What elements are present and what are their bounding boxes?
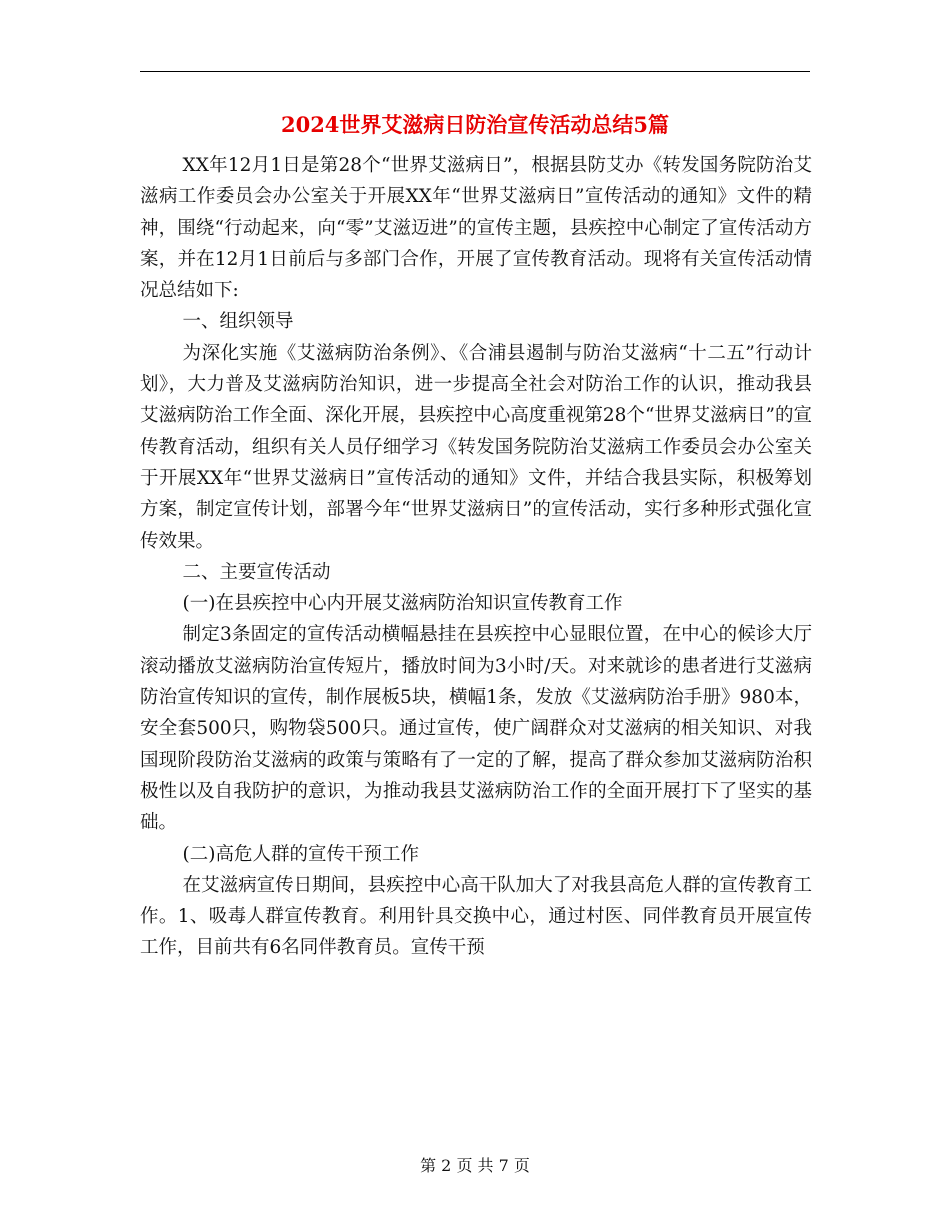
header-rule	[140, 71, 810, 72]
document-body	[140, 150, 812, 964]
document-title: 2024世界艾滋病日防治宣传活动总结5篇	[280, 112, 670, 137]
section-heading: 一、组织领导	[182, 311, 294, 333]
subsection-heading: (一)在县疾控中心内开展艾滋病防治知识宣传教育工作	[182, 593, 623, 615]
section-heading: 二、主要宣传活动	[182, 561, 331, 583]
paragraph: 制定3条固定的宣传活动横幅悬挂在县疾控中心显眼位置，在中心的候诊大厅滚动播放艾滋病防治宣传短片，播放时间为3小时/天。对来就诊的患者进行艾滋病防治宣传知识的宣传，制作展板5块，横幅1条，发放《艾滋病防治手册》980本，安全套500只，购物袋500只。通过宣传，使广阔群众对艾滋病的相关知识、对我国现阶段防治艾滋病的政策与策略有了一定的了解，提高了群众参加艾滋病防治积极性以及自我防护的意识，为推动我县艾滋病防治工作的全面开展打下了坚实的基础。	[140, 624, 812, 834]
paragraph: 为深化实施《艾滋病防治条例》、《合浦县遏制与防治艾滋病“十二五”行动计划》，大力普及艾滋病防治知识，进一步提高全社会对防治工作的认识，推动我县艾滋病防治工作全面、深化开展，县疾控中心高度重视第28个“世界艾滋病日”的宣传教育活动，组织有关人员仔细学习《转发国务院防治艾滋病工作委员会办公室关于开展XX年“世界艾滋病日”宣传活动的通知》文件，并结合我县实际，积极筹划方案，制定宣传计划，部署今年“世界艾滋病日”的宣传活动，实行多种形式强化宣传效果。	[140, 342, 812, 552]
page-number: 第 2 页 共 7 页	[420, 1156, 530, 1175]
paragraph: XX年12月1日是第28个“世界艾滋病日”，根据县防艾办《转发国务院防治艾滋病工作委员会办公室关于开展XX年“世界艾滋病日”宣传活动的通知》文件的精神，围绕“行动起来，向“零”艾滋迈进”的宣传主题，县疾控中心制定了宣传活动方案，并在12月1日前后与多部门合作，开展了宣传教育活动。现将有关宣传活动情况总结如下:	[140, 155, 812, 302]
paragraph: 在艾滋病宣传日期间，县疾控中心高干队加大了对我县高危人群的宣传教育工作。1、吸毒人群宣传教育。利用针具交换中心，通过村医、同伴教育员开展宣传工作，目前共有6名同伴教育员。宣传干预	[140, 874, 812, 959]
subsection-heading: (二)高危人群的宣传干预工作	[182, 843, 419, 865]
